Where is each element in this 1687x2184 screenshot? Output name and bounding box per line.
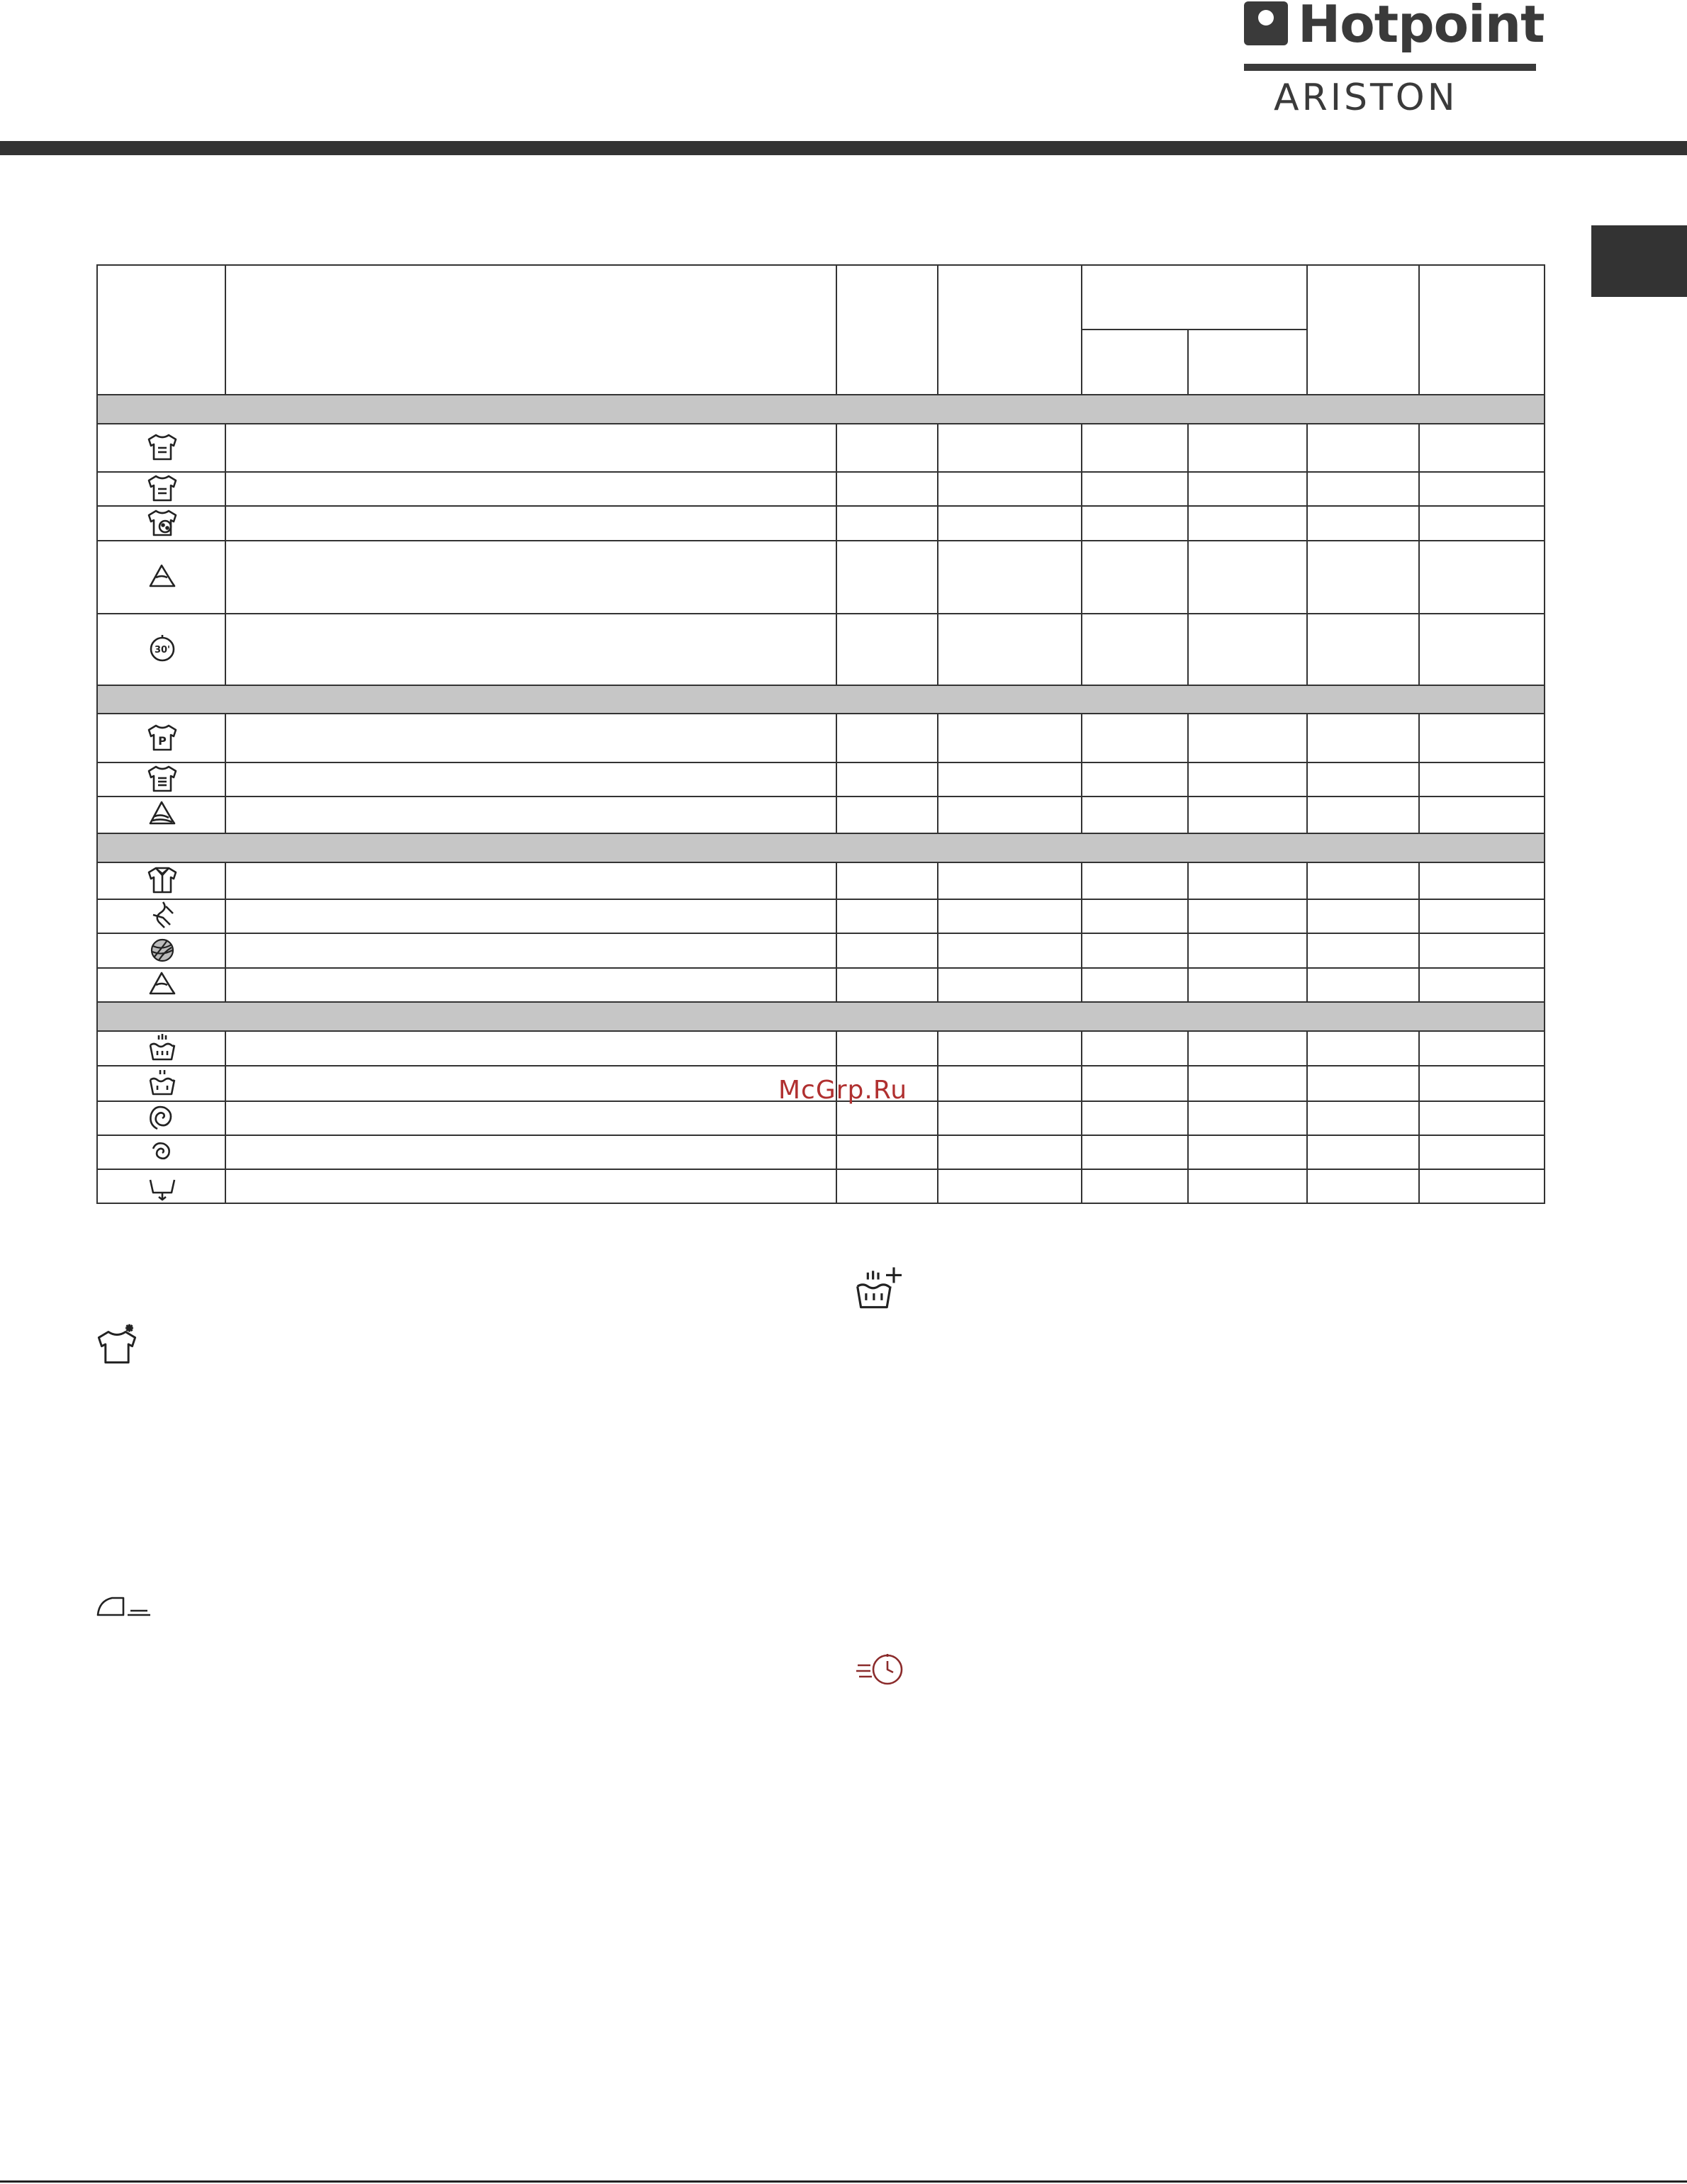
shirt-sparkle-icon (95, 1322, 139, 1366)
svg-text:30': 30' (154, 645, 171, 655)
section-band (96, 1002, 1545, 1030)
logo-mark-icon (1244, 1, 1288, 45)
shirt-lines-icon (146, 762, 179, 795)
table-border (96, 1203, 1545, 1204)
shirt-lines-icon (146, 472, 179, 505)
header-bar (0, 141, 1687, 155)
silk-icon (146, 899, 179, 932)
brand-logo (1244, 0, 1545, 124)
section-band (96, 833, 1545, 862)
synthetic-layered-icon (146, 798, 179, 831)
wool-ball-icon (146, 933, 179, 966)
shirt-collar-icon (146, 864, 179, 896)
spin-spiral-small-icon (146, 1136, 179, 1169)
brand-name-bottom: ARISTON (1274, 77, 1458, 119)
footer-rule (0, 2180, 1687, 2183)
watermark-text: McGrp.Ru (778, 1076, 908, 1105)
extra-rinse-icon (853, 1266, 903, 1312)
rinse-basin-icon (146, 1031, 179, 1064)
programme-table (96, 264, 1545, 1204)
language-tab (1591, 225, 1687, 297)
table-border (96, 264, 98, 1204)
section-band (96, 395, 1545, 423)
shirt-lines-icon (146, 431, 179, 463)
header-split (1081, 329, 1307, 330)
drain-icon (146, 1170, 179, 1203)
iron-icon (95, 1591, 153, 1619)
synthetic-triangle-icon (146, 968, 179, 1001)
shirt-p-icon (146, 721, 179, 754)
rinse-basin-small-icon (146, 1066, 179, 1098)
quick-timer-icon (855, 1650, 909, 1689)
svg-text:P: P (158, 734, 167, 748)
table-border (96, 264, 1545, 266)
section-band (96, 685, 1545, 713)
brand-name-top: Hotpoint (1298, 0, 1545, 54)
logo-rule (1244, 64, 1536, 71)
table-border (1544, 264, 1545, 1204)
synthetic-triangle-icon (146, 561, 179, 593)
shirt-stain-icon (146, 507, 179, 539)
timer-30-icon (146, 631, 179, 664)
spin-spiral-icon (146, 1102, 179, 1135)
